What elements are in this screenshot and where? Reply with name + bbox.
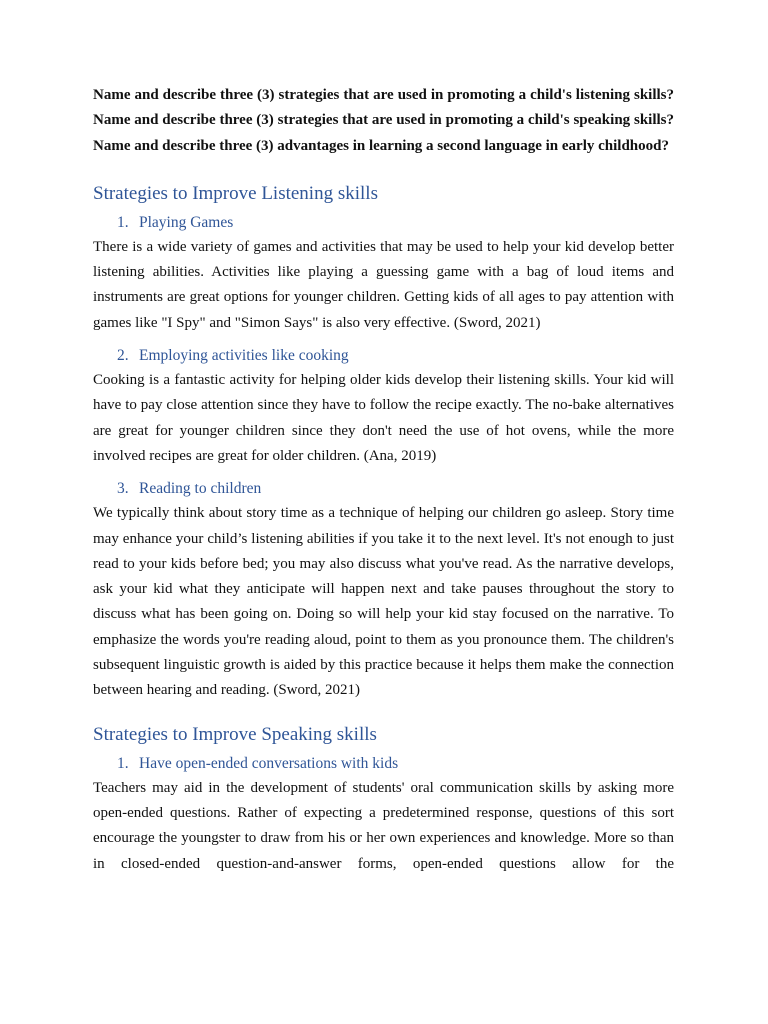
document-page <box>93 83 674 877</box>
section-heading-speaking: Strategies to Improve Speaking skills <box>93 723 377 745</box>
list-item-title: Employing activities like cooking <box>139 347 349 365</box>
list-number: 1. <box>117 213 129 231</box>
paragraph: Cooking is a fantastic activity for helping older kids develop their listening skills. Your kid will have to pay close attention since they have to follow the recipe exactly. The no-bake alternatives are great for younger children since they don't need the use of hot ovens, while the more involved recipes are great for older children. (Ana, 2019) <box>93 372 674 464</box>
list-item-title: Reading to children <box>139 480 262 498</box>
list-item-title: Playing Games <box>139 213 234 231</box>
list-number: 2. <box>117 347 129 365</box>
list-number: 1. <box>117 754 129 772</box>
list-item-heading <box>117 753 674 775</box>
assignment-question: Name and describe three (3) strategies that are used in promoting a child's listening skills? Name and describe three (3) strategies that are used in promoting a child's speaking skills? Name and describe three (3) advantages in learning a second language in early childhood? <box>93 87 674 154</box>
paragraph: Teachers may aid in the development of students' oral communication skills by asking more open-ended questions. Rather of expecting a predetermined response, questions of this sort encourage the youngster to draw from his or her own experiences and knowledge. More so than in closed-ended question-and-answer forms, open-ended questions allow for the <box>93 779 674 872</box>
section-heading-listening: Strategies to Improve Listening skills <box>93 182 378 204</box>
paragraph: There is a wide variety of games and activities that may be used to help your kid develop better listening abilities. Activities like playing a guessing game with a bag of loud items and instruments are great options for younger children. Getting kids of all ages to pay attention with games like "I Spy" and "Simon Says" is also very effective. (Sword, 2021) <box>93 238 674 331</box>
list-item-heading <box>117 212 674 234</box>
paragraph: We typically think about story time as a technique of helping our children go asleep. Story time may enhance your child’s listening abilities if you take it to the next level. It's not enough to just read to your kids before bed; you may also discuss what you've read. As the narrative develops, ask your kid what they anticipate will happen next and take pauses throughout the story to discuss what has been going on. Doing so will help your kid stay focused on the narrative. To emphasize the words you're reading aloud, point to them as you pronounce them. The children's subsequent linguistic growth is aided by this practice because it helps them make the connection between hearing and reading. (Sword, 2021) <box>93 505 674 699</box>
list-item-heading <box>117 478 674 500</box>
list-item-heading <box>117 345 674 367</box>
list-item-title: Have open-ended conversations with kids <box>139 754 399 772</box>
list-number: 3. <box>117 480 129 498</box>
